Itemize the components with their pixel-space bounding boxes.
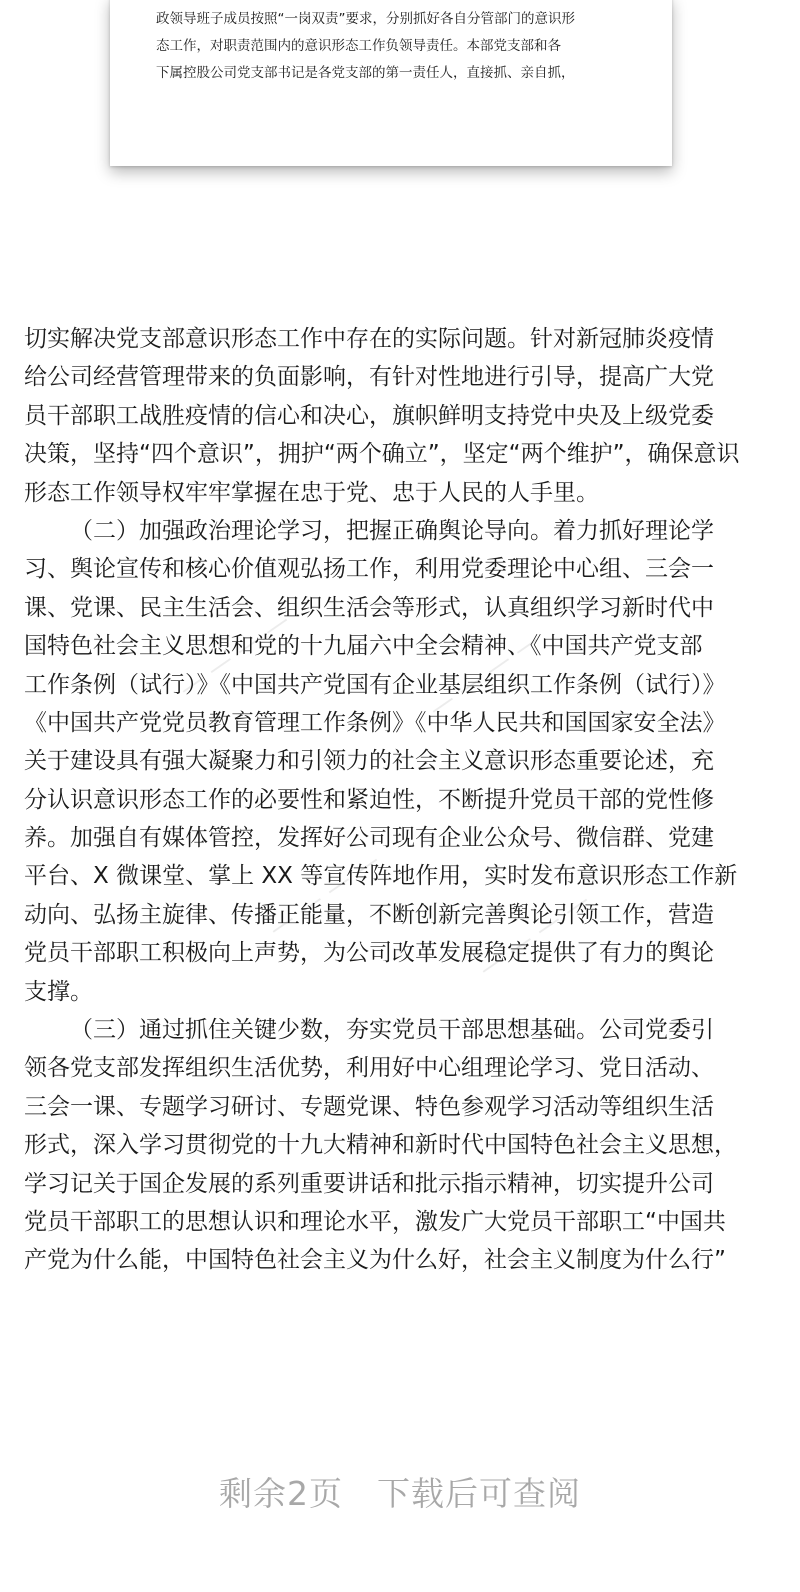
paragraph-line: 平台、X 微课堂、掌上 XX 等宣传阵地作用，实时发布意识形态工作新 [24, 863, 738, 890]
watermark: — — — — [263, 845, 386, 945]
paragraph-line: 分认识意识形态工作的必要性和紧迫性，不断提升党员干部的党性修 [24, 786, 714, 813]
section-heading-line: （二）加强政治理论学习，把握正确舆论导向。着力抓好理论学 [70, 517, 714, 544]
paragraph-line: 领各党支部发挥组织生活优势，利用好中心组理论学习、党日活动、 [24, 1055, 714, 1082]
remaining-pages-notice[interactable]: 剩余2页 下载后可查阅 [219, 1474, 581, 1513]
paragraph-line: 课、党课、民主生活会、组织生活会等形式，认真组织学习新时代中 [24, 594, 714, 621]
paragraph-line: 《中国共产党党员教育管理工作条例》《中华人民共和国国家安全法》 [24, 709, 726, 736]
paragraph-line: 党员干部职工的思想认识和理论水平，激发广大党员干部职工“中国共 [24, 1208, 726, 1235]
paragraph-line: 关于建设具有强大凝聚力和引领力的社会主义意识形态重要论述，充 [24, 748, 714, 775]
paragraph-line: 三会一课、专题学习研讨、专题党课、特色参观学习活动等组织生活 [24, 1093, 714, 1120]
paragraph-line: 党员干部职工积极向上声势，为公司改革发展稳定提供了有力的舆论 [24, 940, 714, 967]
paragraph-line: 产党为什么能，中国特色社会主义为什么好，社会主义制度为什么行” [24, 1247, 726, 1274]
paragraph-line: 工作条例（试行）》《中国共产党国有企业基层组织工作条例（试行）》 [24, 671, 726, 698]
preview-text-line: 下属控股公司党支部书记是各党支部的第一责任人，直接抓、亲自抓， [156, 65, 575, 81]
paragraph-line: 给公司经营管理带来的负面影响，有针对性地进行引导，提高广大党 [24, 364, 714, 391]
paragraph-line: 学习记关于国企发展的系列重要讲话和批示指示精神，切实提升公司 [24, 1170, 714, 1197]
preview-text-line: 政领导班子成员按照“一岗双责”要求，分别抓好各自分管部门的意识形 [156, 11, 575, 27]
document-body [24, 320, 776, 1280]
paragraph-line: 国特色社会主义思想和党的十九届六中全会精神、《中国共产党支部 [24, 633, 703, 660]
watermark: — — — — [423, 625, 546, 725]
paragraph-line: 习、舆论宣传和核心价值观弘扬工作，利用党委理论中心组、三会一 [24, 556, 714, 583]
paragraph-line: 养。加强自有媒体管控，发挥好公司现有企业公众号、微信群、党建 [24, 825, 714, 852]
watermark: — — — — [173, 605, 296, 705]
section-heading-line: （三）通过抓住关键少数，夯实党员干部思想基础。公司党委引 [70, 1017, 714, 1044]
paragraph-line: 动向、弘扬主旋律、传播正能量，不断创新完善舆论引领工作，营造 [24, 901, 714, 928]
paragraph-line: 支撑。 [24, 978, 93, 1005]
paragraph-line: 决策，坚持“四个意识”，拥护“两个确立”，坚定“两个维护”，确保意识 [24, 441, 740, 468]
paragraph-line: 形态工作领导权牢牢掌握在忠于党、忠于人民的人手里。 [24, 479, 599, 506]
watermark: — — — — [473, 885, 596, 985]
preview-text-line: 态工作，对职责范围内的意识形态工作负领导责任。本部党支部和各 [156, 38, 561, 54]
paragraph-line: 员干部职工战胜疫情的信心和决心，旗帜鲜明支持党中央及上级党委 [24, 402, 714, 429]
paragraph-line: 形式，深入学习贯彻党的十九大精神和新时代中国特色社会主义思想， [24, 1132, 737, 1159]
document-preview-card [110, 0, 672, 166]
paragraph-line: 切实解决党支部意识形态工作中存在的实际问题。针对新冠肺炎疫情 [24, 326, 714, 352]
